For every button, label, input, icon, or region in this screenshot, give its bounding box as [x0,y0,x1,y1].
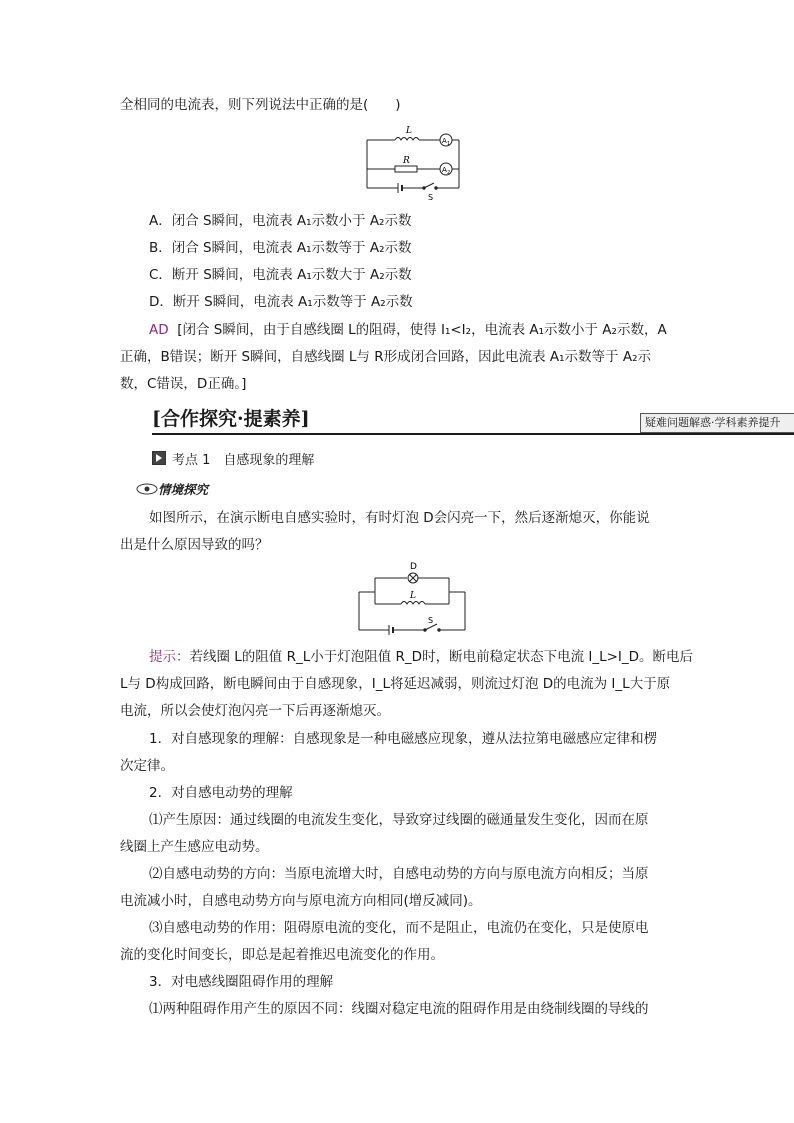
section-tag: 疑难问题解惑·学科素养提升 [640,413,794,433]
hint-text-1: 若线圈 L的阻值 R_L小于灯泡阻值 R_D时，断电前稳定状态下电流 I_L>I_D。断电后 [189,649,694,665]
hint-line-2: L与 D构成回路，断电瞬间由于自感现象，I_L将延迟减弱，则流过灯泡 D的电流为 I_L大于原 [120,676,671,692]
point-3a-line-1: ⑴两种阻碍作用产生的原因不同：线圈对稳定电流的阻碍作用是由绕制线圈的导线的 [149,1001,649,1017]
scenario-line-2: 出是什么原因导致的吗？ [120,537,269,553]
point-3-heading: 3．对电感线圈阻碍作用的理解 [149,974,334,990]
qingjing-label: 情境探究 [158,482,209,497]
hint-line-1 [149,647,693,667]
point-2c-line-2: 流的变化时间变长，即总是起着推迟电流变化的作用。 [120,947,444,963]
point-2-heading: 2．对自感电动势的理解 [149,785,293,801]
option-a: A．闭合 S瞬间，电流表 A₁示数小于 A₂示数 [149,213,412,229]
scenario-line-1: 如图所示，在演示断电自感实验时，有时灯泡 D会闪亮一下，然后逐渐熄灭，你能说 [149,510,650,526]
point-1-line-2: 次定律。 [120,758,174,774]
point-2b-line-2: 电流减小时，自感电动势方向与原电流方向相同(增反减同)。 [120,893,482,909]
inductor-label: L [406,126,412,136]
answer-line-1 [149,320,667,340]
answer-line-3: 数，C错误，D正确。] [120,376,247,392]
qingjing-icon [136,482,158,496]
point-2b-line-1: ⑵自感电动势的方向：当原电流增大时，自感电动势的方向与原电流方向相反；当原 [149,866,649,882]
section-divider [152,433,794,435]
section-title: [合作探究·提素养] [152,408,310,430]
option-b: B．闭合 S瞬间，电流表 A₁示数等于 A₂示数 [149,240,412,256]
coil-label: L [410,591,416,601]
kaodian-text: 考点 1 自感现象的理解 [172,453,315,468]
point-2a-line-1: ⑴产生原因：通过线圈的电流发生变化，导致穿过线圈的磁通量发生变化，因而在原 [149,812,649,828]
hint-line-3: 电流，所以会使灯泡闪亮一下后再逐渐熄灭。 [120,703,390,719]
play-triangle-icon [152,451,166,465]
ammeter-a1-sub: 1 [447,141,451,147]
option-d: D．断开 S瞬间，电流表 A₁示数等于 A₂示数 [149,294,413,310]
ammeter-a1-label: A [442,137,447,145]
kaodian-heading [152,451,314,471]
answer-text-1: [闭合 S瞬间，由于自感线圈 L的阻碍，使得 I₁<I₂，电流表 A₁示数小于 A₂示数，A [177,322,667,338]
switch-label: S [428,193,434,202]
point-2a-line-2: 线圈上产生感应电动势。 [120,839,269,855]
circuit-diagram-2 [355,560,475,638]
lamp-label: D [410,562,417,572]
hint-label: 提示： [149,649,190,665]
point-2c-line-1: ⑶自感电动势的作用：阻碍原电流的变化，而不是阻止，电流仍在变化，只是使原电 [149,920,649,936]
answer-tag: AD [149,322,169,338]
circuit-diagram-1 [362,122,472,202]
ammeter-a2-sub: 2 [447,170,451,176]
switch-s-label: S [428,616,434,625]
question-text: 全相同的电流表，则下列说法中正确的是( ) [120,97,401,113]
ammeter-a2-label: A [442,166,447,174]
option-c: C．断开 S瞬间，电流表 A₁示数大于 A₂示数 [149,267,412,283]
answer-line-2: 正确，B错误；断开 S瞬间，自感线圈 L与 R形成闭合回路，因此电流表 A₁示数等于 A₂示 [120,349,651,365]
resistor-label: R [403,156,410,166]
point-1-line-1: 1．对自感现象的理解：自感现象是一种电磁感应现象，遵从法拉第电磁感应定律和楞 [149,731,658,747]
